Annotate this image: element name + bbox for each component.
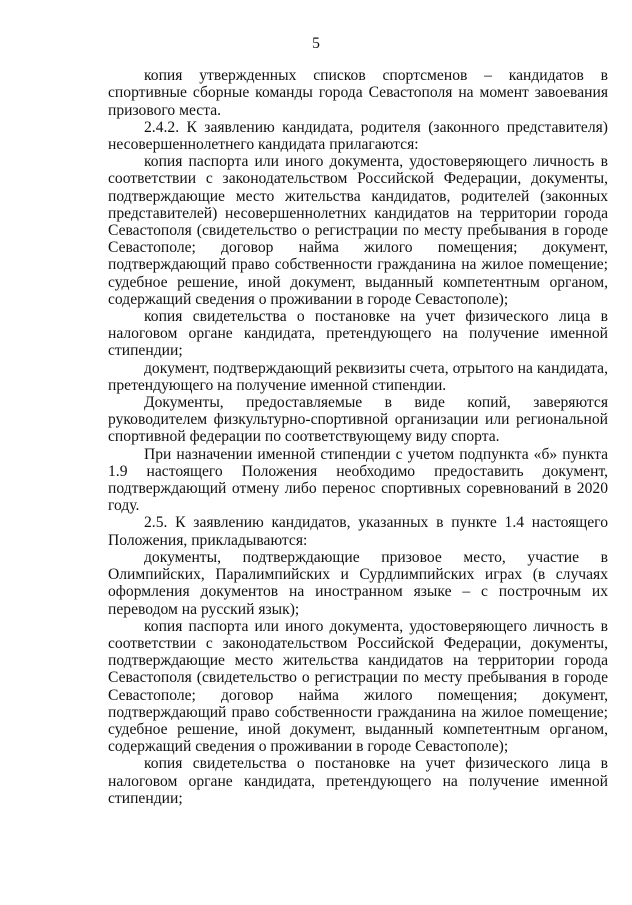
paragraph-2-5: 2.5. К заявлению кандидатов, указанных в пункте 1.4 настоящего Положения, прикладываются: xyxy=(108,514,608,549)
paragraph-competition-cancellation: При назначении именной стипендии с учетом подпункта «б» пункта 1.9 настоящего Положения необходимо предоставить документ, подтверждающий отмену либо перенос спортивных соревнований в 2020 году. xyxy=(108,445,608,515)
paragraph-bank-account: документ, подтверждающий реквизиты счета, отрытого на кандидата, претендующего на получение именной стипендии. xyxy=(108,359,608,394)
paragraph-tax-certificate-2: копия свидетельства о постановке на учет физического лица в налоговом органе кандидата, претендующего на получение именной стипендии; xyxy=(108,755,608,807)
paragraph-passport-copy: копия паспорта или иного документа, удостоверяющего личность в соответствии с законодательством Российской Федерации, документы, подтверждающие место жительства кандидатов, родителей (законных представителей) несовершеннолетних кандидатов на территории города Севастополя (свидетельство о регистрации по месту пребывания в городе Севастополе; договор найма жилого помещения; документ, подтверждающий право собственности гражданина на жилое помещение; судебное решение, иной документ, выданный компетентным органом, содержащий сведения о проживании в городе Севастополе); xyxy=(108,153,608,308)
paragraph-prize-documents: документы, подтверждающие призовое место, участие в Олимпийских, Паралимпийских и Сурдлимпийских играх (в случаях оформления документов на иностранном языке – с построчным их переводом на русский язык); xyxy=(108,548,608,618)
paragraph-copies-certification: Документы, предоставляемые в виде копий, заверяются руководителем физкультурно-спортивной организации или региональной спортивной федерации по соответствующему виду спорта. xyxy=(108,394,608,446)
paragraph-passport-copy-2: копия паспорта или иного документа, удостоверяющего личность в соответствии с законодательством Российской Федерации, документы, подтверждающие место жительства кандидатов на территории города Севастополя (свидетельство о регистрации по месту пребывания в городе Севастополе; договор найма жилого помещения; документ, подтверждающий право собственности гражданина на жилое помещение; судебное решение, иной документ, выданный компетентным органом, содержащий сведения о проживании в городе Севастополе); xyxy=(108,617,608,756)
page-number: 5 xyxy=(312,35,320,52)
paragraph-2-4-2: 2.4.2. К заявлению кандидата, родителя (законного представителя) несовершеннолетнего кандидата прилагаются: xyxy=(108,118,608,154)
paragraph-tax-certificate: копия свидетельства о постановке на учет физического лица в налоговом органе кандидата, претендующего на получение именной стипендии; xyxy=(108,308,608,360)
paragraph-athlete-lists: копия утвержденных списков спортсменов – кандидатов в спортивные сборные команды города Севастополя на момент завоевания призового места. xyxy=(108,67,608,119)
